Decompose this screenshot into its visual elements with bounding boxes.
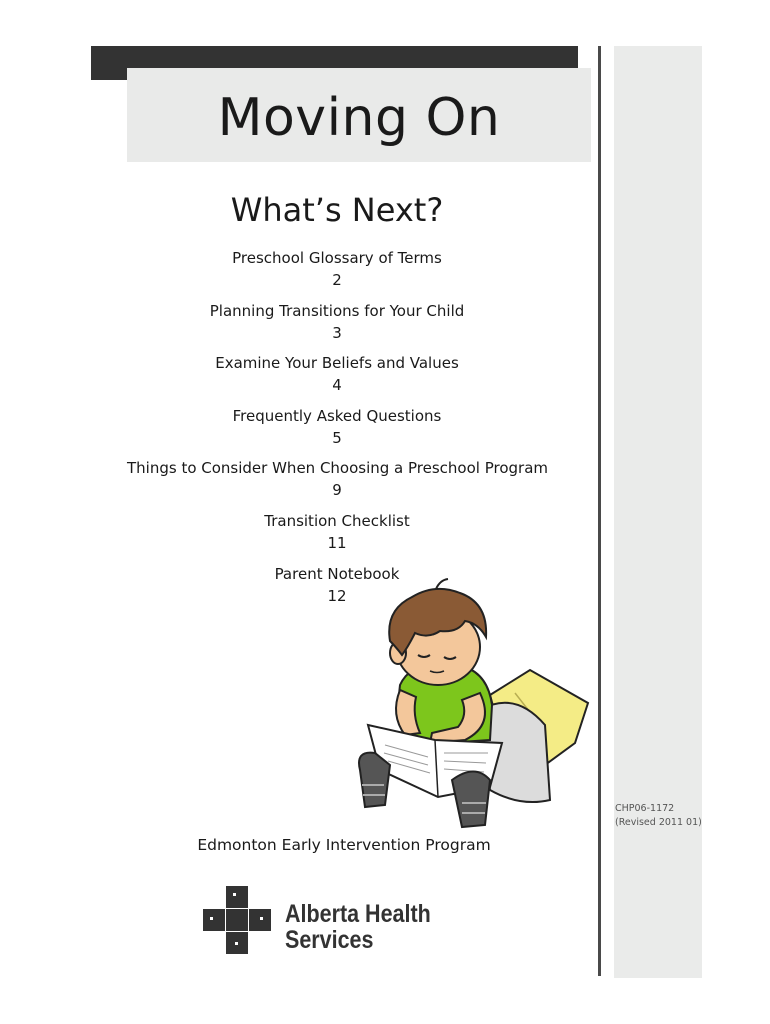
toc-entry[interactable]	[127, 247, 547, 300]
table-of-contents	[127, 247, 547, 615]
right-sidebar-panel	[614, 46, 702, 978]
toc-entry-page: 4	[332, 376, 342, 395]
toc-entry-label: Examine Your Beliefs and Values	[215, 354, 459, 373]
toc-entry-page: 11	[327, 533, 347, 552]
page-subtitle: What’s Next?	[230, 191, 444, 229]
toc-entry-label: Frequently Asked Questions	[232, 406, 442, 425]
logo-line-2: Services	[285, 926, 374, 954]
page-title: Moving On	[217, 88, 501, 148]
program-name: Edmonton Early Intervention Program	[197, 836, 491, 854]
toc-entry-label: Preschool Glossary of Terms	[232, 249, 442, 267]
document-code: CHP06-1172	[615, 803, 675, 814]
toc-entry-page: 9	[332, 481, 342, 500]
toc-entry[interactable]	[127, 352, 547, 405]
toc-entry-label: Things to Consider When Choosing a Preschool Program	[127, 459, 549, 478]
toc-entry-page: 3	[332, 323, 342, 342]
toc-entry-page: 12	[327, 586, 347, 605]
document-code-block	[615, 802, 710, 830]
child-reading-book-illustration	[340, 575, 600, 840]
toc-entry-label: Parent Notebook	[274, 564, 400, 583]
toc-entry[interactable]	[127, 300, 547, 353]
toc-entry-label: Transition Checklist	[264, 511, 410, 530]
toc-entry-label: Planning Transitions for Your Child	[209, 301, 465, 320]
toc-entry[interactable]	[127, 405, 547, 458]
toc-entry[interactable]	[127, 510, 547, 563]
logo-line-1: Alberta Health	[285, 900, 431, 928]
toc-entry-page: 2	[332, 271, 342, 289]
logo-wordmark	[285, 901, 431, 953]
revision-note: (Revised 2011 01)	[615, 817, 702, 828]
toc-entry[interactable]	[127, 457, 547, 510]
toc-entry-page: 5	[332, 428, 342, 447]
alberta-health-services-cross-icon	[203, 886, 271, 954]
